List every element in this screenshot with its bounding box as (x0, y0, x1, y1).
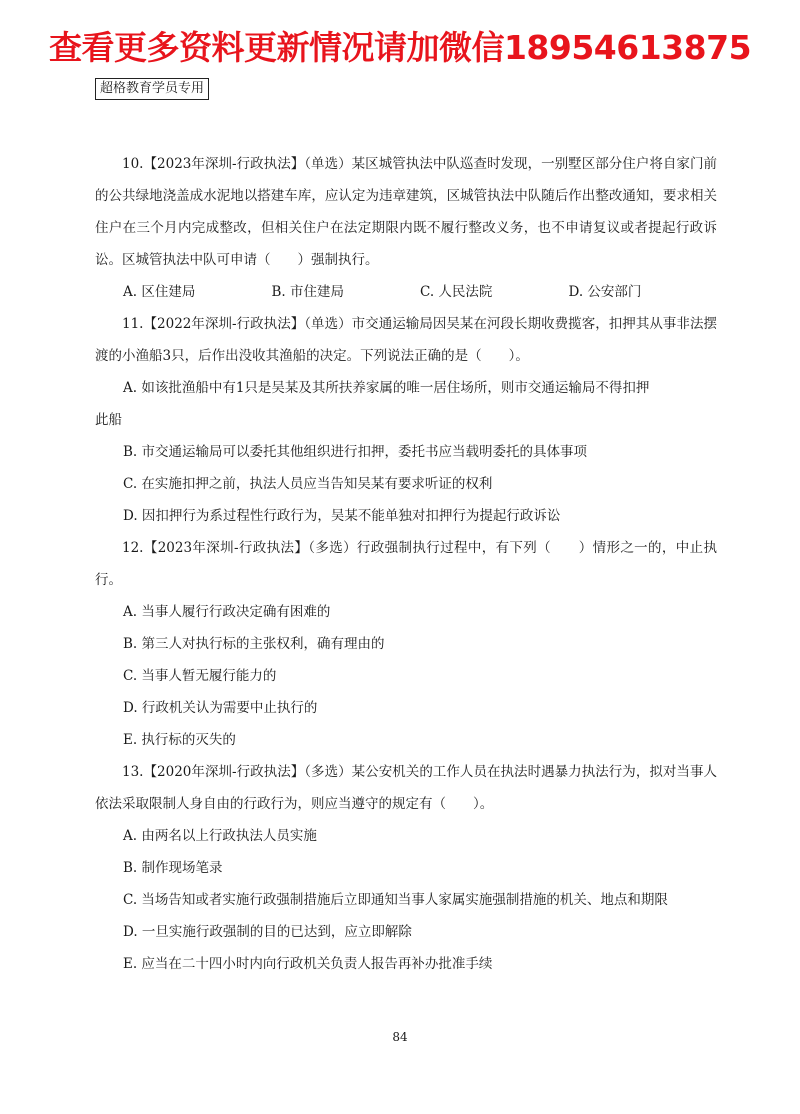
option-a (95, 372, 717, 436)
option-b: B. 第三人对执行标的主张权利，确有理由的 (123, 636, 385, 652)
option-b: B. 市住建局 (271, 284, 345, 300)
page-number: 84 (392, 1030, 408, 1044)
option-a-continuation: 此船 (95, 412, 122, 428)
option-row (95, 276, 717, 308)
option-c: C. 当事人暂无履行能力的 (123, 668, 277, 684)
question-stem: 11.【2022年深圳-行政执法】（单选）市交通运输局因吴某在河段长期收费揽客，扣押其从事非法摆渡的小渔船3只，后作出没收其渔船的决定。下列说法正确的是（ ）。 (95, 316, 717, 364)
question-list (95, 148, 717, 980)
option-a-first-line: A. 如该批渔船中有1只是吴某及其所扶养家属的唯一居住场所，则市交通运输局不得扣押 (123, 380, 650, 396)
option-d: D. 公安部门 (568, 284, 642, 300)
question-stem: 13.【2020年深圳-行政执法】（多选）某公安机关的工作人员在执法时遇暴力执法行为，拟对当事人依法采取限制人身自由的行政行为，则应当遵守的规定有（ ）。 (95, 764, 717, 812)
question-stem: 12.【2023年深圳-行政执法】（多选）行政强制执行过程中，有下列（ ）情形之一的，中止执行。 (95, 540, 717, 588)
option-c: C. 人民法院 (420, 284, 493, 300)
question-10 (95, 148, 717, 308)
option-c: C. 在实施扣押之前，执法人员应当告知吴某有要求听证的权利 (123, 476, 493, 492)
question-12 (95, 532, 717, 756)
option-d: D. 行政机关认为需要中止执行的 (123, 700, 318, 716)
option-e: E. 应当在二十四小时内向行政机关负责人报告再补办批准手续 (123, 956, 493, 972)
option-b: B. 市交通运输局可以委托其他组织进行扣押，委托书应当载明委托的具体事项 (123, 444, 588, 460)
question-stem: 10.【2023年深圳-行政执法】（单选）某区城管执法中队巡查时发现，一别墅区部分住户将自家门前的公共绿地浇盖成水泥地以搭建车库，应认定为违章建筑，区城管执法中队随后作出整改通知，要求相关住户在三个月内完成整改，但相关住户在法定期限内既不履行整改义务，也不申请复议或者提起行政诉讼。区城管执法中队可申请（ ）强制执行。 (95, 156, 717, 268)
option-d: D. 因扣押行为系过程性行政行为，吴某不能单独对扣押行为提起行政诉讼 (123, 508, 561, 524)
question-13 (95, 756, 717, 980)
option-e: E. 执行标的灭失的 (123, 732, 236, 748)
option-b: B. 制作现场笔录 (123, 860, 223, 876)
option-a: A. 区住建局 (123, 284, 196, 300)
student-only-label: 超格教育学员专用 (95, 78, 209, 100)
option-a: A. 由两名以上行政执法人员实施 (123, 828, 317, 844)
question-11 (95, 308, 717, 532)
option-a: A. 当事人履行行政决定确有困难的 (123, 604, 331, 620)
watermark-banner: 查看更多资料更新情况请加微信18954613875 (48, 28, 752, 67)
option-d: D. 一旦实施行政强制的目的已达到，应立即解除 (123, 924, 412, 940)
option-c: C. 当场告知或者实施行政强制措施后立即通知当事人家属实施强制措施的机关、地点和期限 (123, 892, 668, 908)
